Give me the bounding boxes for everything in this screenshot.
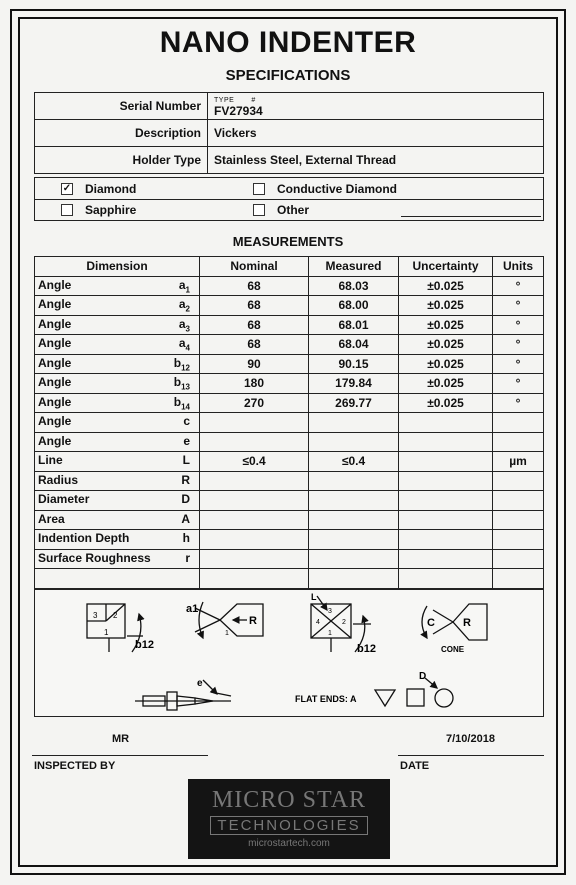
symbol-letter: A	[181, 511, 190, 526]
serial-caption: TYPE #	[214, 97, 256, 104]
description-row	[35, 120, 544, 147]
dimension-cell	[35, 335, 200, 355]
b12-label-2: b12	[357, 643, 376, 655]
nominal-cell: 68	[200, 335, 309, 355]
holder-row	[35, 147, 544, 174]
material-options	[34, 177, 544, 221]
dimension-wrap	[38, 278, 196, 294]
uncertainty-cell: ±0.025	[399, 393, 493, 413]
dimension-wrap	[38, 512, 196, 528]
dimension-wrap	[38, 473, 196, 489]
logo-line-3: microstartech.com	[248, 838, 330, 849]
dimension-cell	[35, 549, 200, 569]
units-cell: °	[493, 354, 544, 374]
diagram-svg	[35, 590, 543, 716]
dimension-wrap	[38, 551, 196, 567]
dimension-name: Indention Depth	[38, 531, 130, 546]
measured-cell: 68.01	[309, 315, 399, 335]
symbol-letter: L	[182, 453, 190, 468]
nominal-cell	[200, 471, 309, 491]
flat-ends-label: FLAT ENDS: A	[295, 694, 357, 704]
dimension-name: Angle	[38, 394, 72, 409]
dimension-cell	[35, 491, 200, 511]
units-cell	[493, 530, 544, 550]
nominal-cell: 270	[200, 393, 309, 413]
nominal-cell	[200, 432, 309, 452]
x-label-4: 4	[316, 619, 320, 626]
table-row	[35, 315, 544, 335]
measured-cell	[309, 569, 399, 589]
measurements-title: MEASUREMENTS	[232, 234, 344, 249]
description-value: Vickers	[208, 120, 544, 147]
holder-label: Holder Type	[35, 147, 208, 174]
uncertainty-cell	[399, 471, 493, 491]
table-row	[35, 296, 544, 316]
header-measured: Measured	[309, 257, 399, 277]
dimension-name: Angle	[38, 355, 72, 370]
dimension-cell	[35, 432, 200, 452]
table-row	[35, 413, 544, 433]
table-row	[35, 393, 544, 413]
option-other[interactable]	[253, 203, 309, 217]
table-row	[35, 452, 544, 472]
option-sapphire[interactable]	[61, 203, 136, 217]
units-cell	[493, 569, 544, 589]
flat-end-shapes	[375, 678, 453, 707]
conductive-checkbox[interactable]	[253, 183, 265, 195]
measured-cell: 179.84	[309, 374, 399, 394]
dimension-wrap	[38, 317, 196, 333]
dimension-name: Line	[38, 453, 63, 468]
r-label: R	[249, 615, 257, 627]
nominal-cell: 68	[200, 315, 309, 335]
symbol-subscript: 1	[185, 284, 190, 294]
dimension-name: Angle	[38, 336, 72, 351]
symbol-letter: a	[178, 336, 186, 351]
units-cell: °	[493, 315, 544, 335]
dimension-name: Radius	[38, 472, 79, 487]
serial-cell	[208, 93, 544, 120]
r-label-2: R	[463, 617, 471, 629]
date-label: DATE	[400, 760, 430, 772]
uncertainty-cell: ±0.025	[399, 276, 493, 296]
table-row	[35, 491, 544, 511]
dimension-cell	[35, 569, 200, 589]
symbol-letter: a	[178, 316, 186, 331]
other-fill-line	[401, 216, 541, 217]
table-row	[35, 374, 544, 394]
symbol-letter: a	[178, 277, 186, 292]
inspector-value: MR	[112, 733, 130, 745]
header-dimension: Dimension	[35, 257, 200, 277]
table-row	[35, 354, 544, 374]
cone-label: CONE	[441, 645, 465, 654]
measured-cell: 68.04	[309, 335, 399, 355]
measured-cell: 68.03	[309, 276, 399, 296]
dimension-name: Surface Roughness	[38, 550, 151, 565]
dimension-symbol	[183, 434, 190, 450]
uncertainty-cell	[399, 432, 493, 452]
dimension-name: Diameter	[38, 492, 90, 507]
dimension-wrap	[38, 297, 196, 313]
uncertainty-cell	[399, 413, 493, 433]
dimension-cell	[35, 374, 200, 394]
nominal-cell: ≤0.4	[200, 452, 309, 472]
d-label: D	[419, 671, 427, 682]
symbol-letter: R	[181, 472, 190, 487]
sapphire-checkbox[interactable]	[61, 204, 73, 216]
dimension-cell	[35, 510, 200, 530]
symbol-letter: h	[182, 531, 190, 546]
dimension-name: Angle	[38, 277, 72, 292]
dimension-wrap	[38, 414, 196, 430]
dimension-cell	[35, 530, 200, 550]
holder-side-diagram	[135, 680, 231, 710]
symbol-subscript: 2	[185, 304, 190, 314]
symbol-subscript: 13	[181, 382, 190, 392]
options-divider	[35, 199, 543, 200]
measured-cell: ≤0.4	[309, 452, 399, 472]
dimension-cell	[35, 296, 200, 316]
b12-label: b12	[135, 639, 154, 651]
dimension-wrap	[38, 336, 196, 352]
symbol-letter: r	[185, 550, 190, 565]
logo-line-1: MICRO STAR	[211, 787, 367, 813]
nominal-cell: 68	[200, 276, 309, 296]
measured-cell: 90.15	[309, 354, 399, 374]
uncertainty-cell	[399, 569, 493, 589]
table-row	[35, 335, 544, 355]
dimension-name: Angle	[38, 433, 72, 448]
dimension-name: Area	[38, 511, 65, 526]
symbol-subscript: 4	[185, 343, 190, 353]
uncertainty-cell	[399, 549, 493, 569]
holder-value: Stainless Steel, External Thread	[208, 147, 544, 174]
serial-label: Serial Number	[35, 93, 208, 120]
dimension-wrap	[38, 356, 196, 372]
date-line	[398, 755, 544, 756]
logo-line-2: TECHNOLOGIES	[210, 816, 367, 835]
dimension-symbol	[183, 531, 190, 547]
diamond-label: Diamond	[85, 182, 137, 196]
dimension-cell	[35, 315, 200, 335]
table-row	[35, 471, 544, 491]
nominal-cell	[200, 569, 309, 589]
dimension-cell	[35, 354, 200, 374]
symbol-subscript: 12	[181, 362, 190, 372]
conductive-label: Conductive Diamond	[277, 182, 398, 196]
dimension-symbol	[185, 551, 190, 567]
nominal-cell: 68	[200, 296, 309, 316]
e-label: e	[197, 678, 203, 689]
dimension-name: Angle	[38, 375, 72, 390]
dimension-symbol	[174, 395, 190, 411]
description-label: Description	[35, 120, 208, 147]
symbol-subscript: 14	[181, 401, 190, 411]
dimension-symbol	[179, 278, 190, 294]
measured-cell	[309, 530, 399, 550]
measured-cell: 269.77	[309, 393, 399, 413]
a1-label: a1	[186, 603, 199, 615]
serial-row	[35, 93, 544, 120]
units-cell: °	[493, 393, 544, 413]
dimension-symbol	[181, 473, 190, 489]
symbol-letter: c	[183, 414, 190, 429]
uncertainty-cell	[399, 491, 493, 511]
dimension-cell	[35, 471, 200, 491]
table-row	[35, 432, 544, 452]
dimension-wrap	[38, 453, 196, 469]
dimension-cell	[35, 393, 200, 413]
serial-value: FV27934	[214, 104, 263, 118]
nominal-cell: 180	[200, 374, 309, 394]
dimension-symbol	[179, 317, 190, 333]
units-cell: °	[493, 335, 544, 355]
table-row	[35, 569, 544, 589]
units-cell	[493, 471, 544, 491]
header-nominal: Nominal	[200, 257, 309, 277]
symbol-letter: b	[173, 375, 182, 390]
x-label-2: 2	[342, 619, 346, 626]
dimension-name: Angle	[38, 297, 72, 312]
sapphire-label: Sapphire	[85, 203, 137, 217]
page-subtitle: SPECIFICATIONS	[225, 67, 351, 84]
table-row	[35, 276, 544, 296]
units-cell	[493, 432, 544, 452]
measured-cell	[309, 510, 399, 530]
measurements-body	[35, 276, 544, 588]
units-cell: °	[493, 374, 544, 394]
units-cell	[493, 510, 544, 530]
symbol-subscript: 3	[185, 323, 190, 333]
uncertainty-cell: ±0.025	[399, 374, 493, 394]
nominal-cell	[200, 549, 309, 569]
dimension-symbol	[179, 297, 190, 313]
header-uncertainty: Uncertainty	[399, 257, 493, 277]
dimension-wrap	[38, 434, 196, 450]
dimension-wrap	[38, 492, 196, 508]
dimension-wrap	[38, 395, 196, 411]
dimension-symbol	[174, 375, 190, 391]
symbol-letter: a	[178, 297, 186, 312]
nominal-cell	[200, 510, 309, 530]
header-units: Units	[493, 257, 544, 277]
inspector-label: INSPECTED BY	[34, 760, 116, 772]
other-checkbox[interactable]	[253, 204, 265, 216]
measurements-header-row	[35, 257, 544, 277]
dimension-symbol	[181, 512, 190, 528]
dimension-wrap	[38, 531, 196, 547]
measured-cell	[309, 471, 399, 491]
dimension-cell	[35, 452, 200, 472]
uncertainty-cell	[399, 530, 493, 550]
dimension-symbol	[181, 492, 190, 508]
nominal-cell	[200, 491, 309, 511]
measured-cell	[309, 491, 399, 511]
units-cell: °	[493, 276, 544, 296]
nominal-cell: 90	[200, 354, 309, 374]
c-label: C	[427, 617, 435, 629]
table-row	[35, 549, 544, 569]
other-label: Other	[277, 203, 310, 217]
dimension-symbol	[179, 336, 190, 352]
inspector-line	[32, 755, 208, 756]
units-cell	[493, 491, 544, 511]
uncertainty-cell	[399, 510, 493, 530]
dimension-wrap	[38, 375, 196, 391]
uncertainty-cell: ±0.025	[399, 296, 493, 316]
units-cell: °	[493, 296, 544, 316]
l-label: L	[311, 592, 317, 602]
uncertainty-cell	[399, 452, 493, 472]
dimension-name: Angle	[38, 316, 72, 331]
symbol-letter: D	[181, 492, 190, 507]
dimension-name: Angle	[38, 414, 72, 429]
x-label-3: 3	[328, 608, 332, 615]
symbol-letter: b	[173, 355, 182, 370]
measured-cell	[309, 432, 399, 452]
diamond-checkbox[interactable]: ✓	[62, 183, 72, 194]
uncertainty-cell: ±0.025	[399, 335, 493, 355]
nominal-cell	[200, 413, 309, 433]
option-conductive-diamond[interactable]	[253, 182, 397, 196]
measurements-table	[34, 256, 544, 589]
measured-cell: 68.00	[309, 296, 399, 316]
measured-cell	[309, 549, 399, 569]
company-logo	[188, 779, 390, 859]
symbol-letter: b	[173, 394, 182, 409]
uncertainty-cell: ±0.025	[399, 354, 493, 374]
sq-label-1: 1	[104, 628, 109, 637]
x-label-1: 1	[328, 630, 332, 637]
uncertainty-cell: ±0.025	[399, 315, 493, 335]
symbol-letter: e	[183, 433, 190, 448]
dimension-symbol	[183, 414, 190, 430]
table-row	[35, 530, 544, 550]
date-value: 7/10/2018	[446, 733, 495, 745]
units-cell	[493, 413, 544, 433]
nominal-cell	[200, 530, 309, 550]
sq-label-3: 3	[93, 611, 98, 620]
table-row	[35, 510, 544, 530]
indenter-diagrams	[34, 589, 544, 717]
units-cell: µm	[493, 452, 544, 472]
sq-label-2: 2	[113, 611, 118, 620]
page-title: NANO INDENTER	[159, 26, 417, 59]
one-label: 1	[225, 630, 229, 637]
dimension-symbol	[183, 453, 190, 469]
dimension-symbol	[174, 356, 190, 372]
dimension-cell	[35, 276, 200, 296]
dimension-cell	[35, 413, 200, 433]
units-cell	[493, 549, 544, 569]
measured-cell	[309, 413, 399, 433]
option-diamond[interactable]	[61, 182, 136, 196]
info-table	[34, 92, 544, 174]
